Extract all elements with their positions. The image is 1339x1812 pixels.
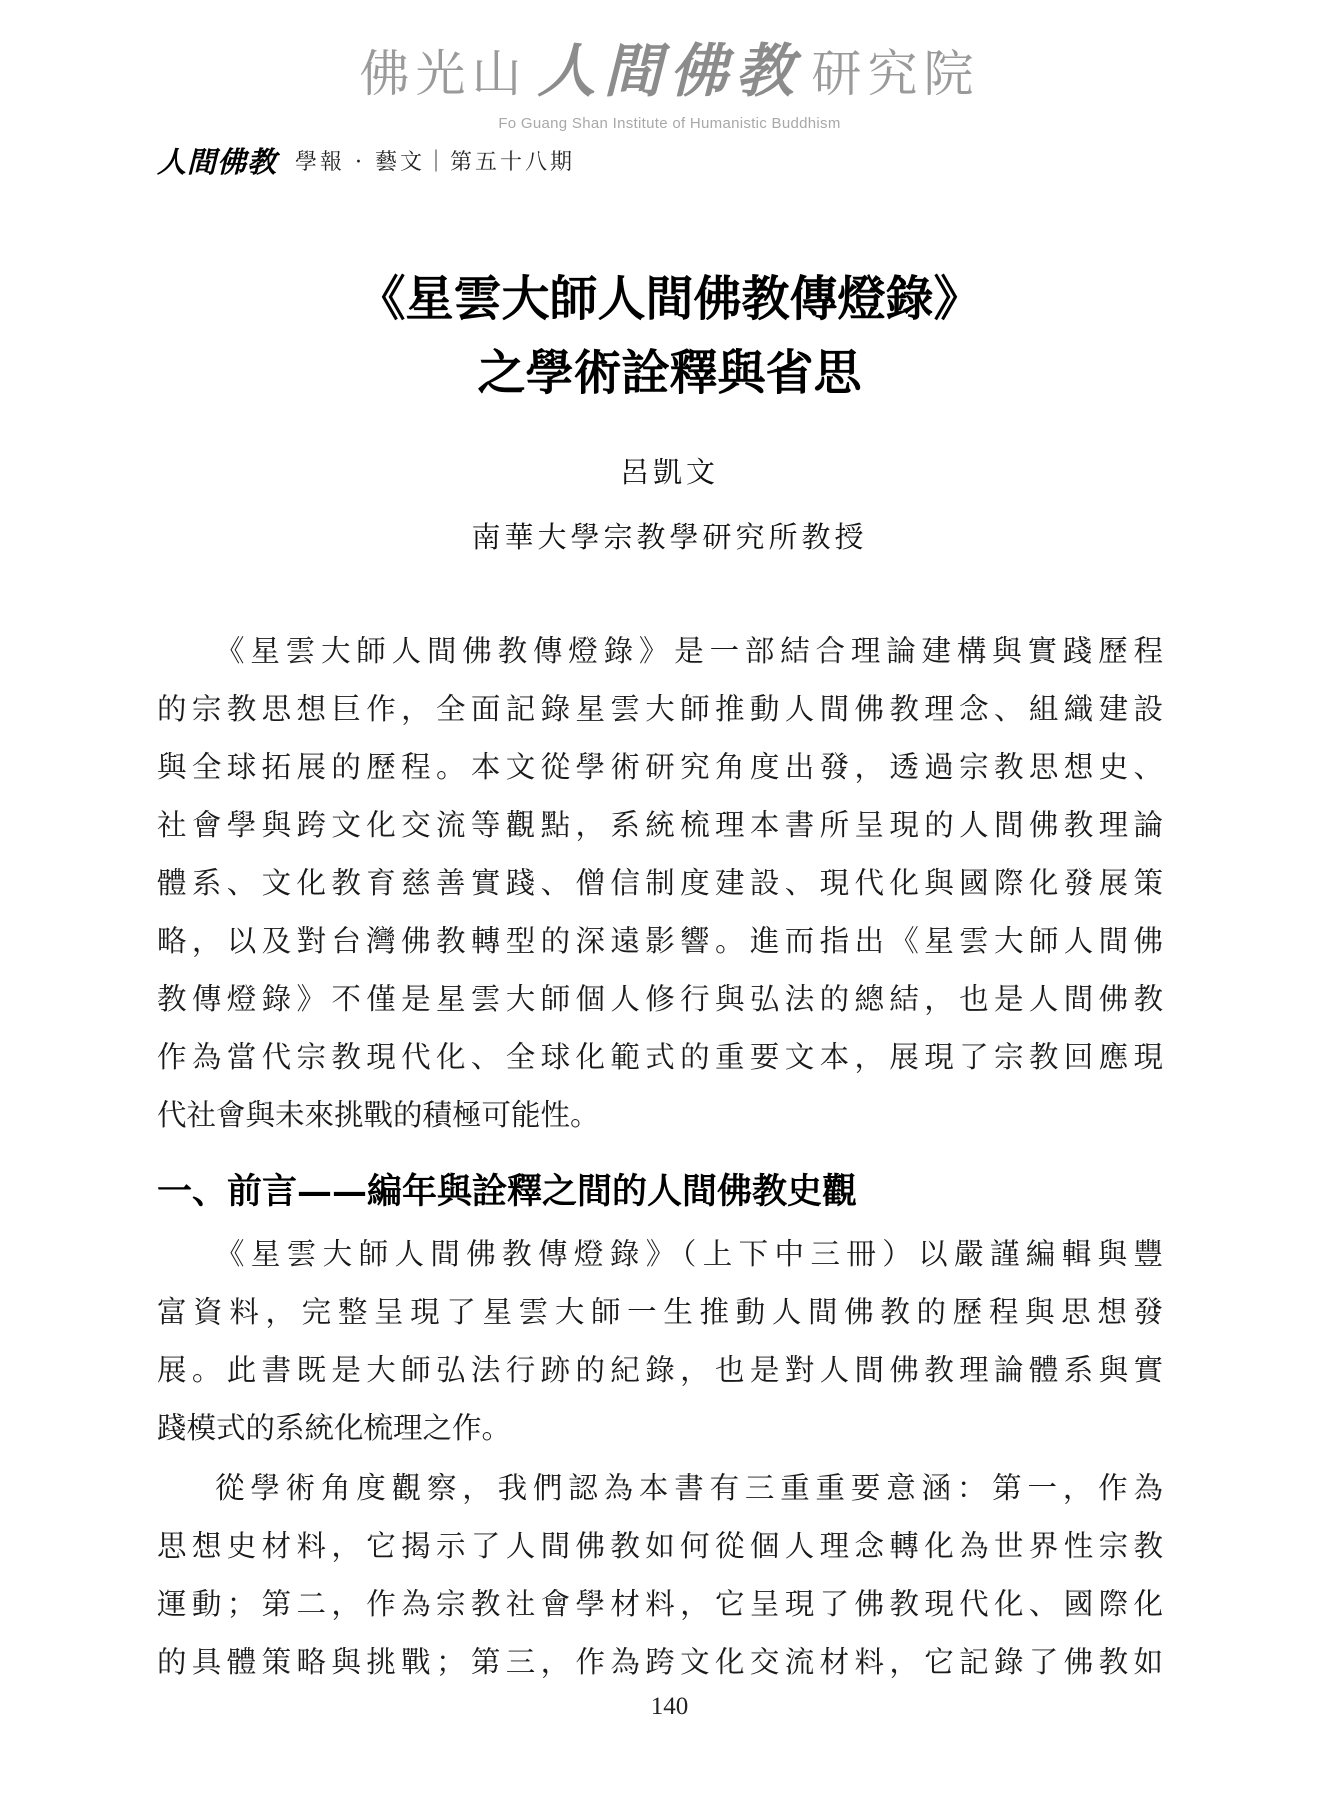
author-affiliation: 南華大學宗教學研究所教授 bbox=[471, 520, 868, 554]
body-line: 踐模式的系統化梳理之作。 bbox=[157, 1411, 512, 1445]
abstract-line: 體系、文化教育慈善實踐、僧信制度建設、現代化與國際化發展策 bbox=[157, 866, 1163, 900]
body-line: 運動；第二，作為宗教社會學材料，它呈現了佛教現代化、國際化 bbox=[157, 1587, 1163, 1621]
body-line: 思想史材料，它揭示了人間佛教如何從個人理念轉化為世界性宗教 bbox=[157, 1529, 1163, 1563]
abstract-line: 與全球拓展的歷程。本文從學術研究角度出發，透過宗教思想史、 bbox=[157, 750, 1163, 784]
body-line: 展。此書既是大師弘法行跡的紀錄，也是對人間佛教理論體系與實 bbox=[157, 1353, 1163, 1387]
watermark-right-text: 研究院 bbox=[811, 45, 980, 103]
body-line: 富資料，完整呈現了星雲大師一生推動人間佛教的歷程與思想發 bbox=[157, 1295, 1163, 1329]
abstract-line: 代社會與未來挑戰的積極可能性。 bbox=[157, 1098, 600, 1132]
section-heading: 一、前言——編年與詮釋之間的人間佛教史觀 bbox=[157, 1171, 858, 1212]
author-name: 呂凱文 bbox=[619, 455, 719, 489]
body-line: 的具體策略與挑戰；第三，作為跨文化交流材料，它記錄了佛教如 bbox=[157, 1645, 1163, 1679]
journal-logo: 人間佛教 bbox=[157, 144, 278, 179]
abstract-line: 《星雲大師人間佛教傳燈錄》是一部結合理論建構與實踐歷程 bbox=[215, 634, 1163, 668]
article-title bbox=[0, 262, 1339, 410]
body-line: 從學術角度觀察，我們認為本書有三重重要意涵：第一，作為 bbox=[215, 1471, 1163, 1505]
abstract-line: 略，以及對台灣佛教轉型的深遠影響。進而指出《星雲大師人間佛 bbox=[157, 924, 1163, 958]
abstract-line: 教傳燈錄》不僅是星雲大師個人修行與弘法的總結，也是人間佛教 bbox=[157, 982, 1163, 1016]
watermark-calligraphy-logo: 人間佛教 bbox=[537, 37, 802, 105]
abstract-line: 作為當代宗教現代化、全球化範式的重要文本，展現了宗教回應現 bbox=[157, 1040, 1163, 1074]
page-number: 140 bbox=[650, 1693, 689, 1720]
watermark-english-text: Fo Guang Shan Institute of Humanistic Buddhism bbox=[498, 115, 841, 132]
title-line-2: 之學術詮釋與省思 bbox=[477, 345, 862, 401]
journal-issue-text: 學報 · 藝文｜第五十八期 bbox=[295, 149, 575, 175]
institute-watermark bbox=[0, 36, 1339, 132]
abstract-line: 社會學與跨文化交流等觀點，系統梳理本書所呈現的人間佛教理論 bbox=[157, 808, 1163, 842]
running-header bbox=[157, 140, 575, 180]
watermark-left-text: 佛光山 bbox=[359, 45, 528, 103]
abstract-line: 的宗教思想巨作，全面記錄星雲大師推動人間佛教理念、組織建設 bbox=[157, 692, 1163, 726]
body-line: 《星雲大師人間佛教傳燈錄》（上下中三冊）以嚴謹編輯與豐 bbox=[215, 1237, 1163, 1271]
title-line-1: 《星雲大師人間佛教傳燈錄》 bbox=[357, 271, 982, 327]
